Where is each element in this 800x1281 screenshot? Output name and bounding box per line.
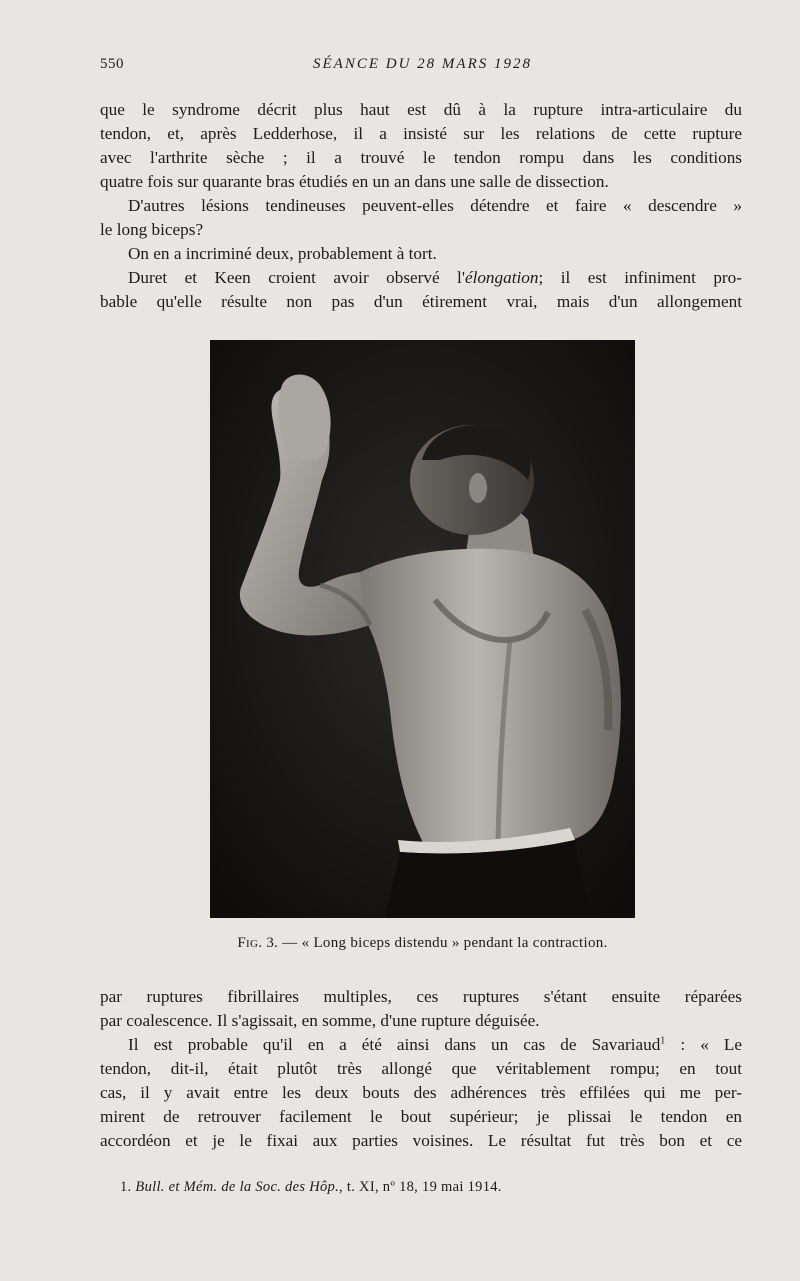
text-line [100, 266, 742, 290]
footnote-reference[interactable]: 1 [660, 1035, 666, 1047]
text-line: bable qu'elle résulte non pas d'un étirement vrai, mais d'un allongement [100, 292, 742, 311]
text-line: cas, il y avait entre les deux bouts des adhérences très effilées qui me per- [100, 1083, 742, 1102]
text-span: Il est probable qu'il en a été ainsi dans un cas de Savariaud [128, 1035, 661, 1054]
caption-text: — « Long biceps distendu » pendant la contraction. [278, 935, 608, 951]
footnote-number: 1. [120, 1179, 132, 1195]
text-span: ; il est infiniment pro- [538, 268, 742, 287]
ear [469, 473, 487, 503]
text-line: On en a incriminé deux, probablement à tort. [128, 244, 437, 263]
figure-caption [100, 935, 745, 952]
text-line: par ruptures fibrillaires multiples, ces ruptures s'étant ensuite réparées [100, 987, 742, 1006]
text-line: tendon, et, après Ledderhose, il a insisté sur les relations de cette rupture [100, 124, 742, 143]
text-line: D'autres lésions tendineuses peuvent-elles détendre et faire « descendre » [128, 196, 742, 215]
text-line: avec l'arthrite sèche ; il a trouvé le tendon rompu dans les conditions [100, 148, 742, 167]
text-span: : « Le [665, 1035, 742, 1054]
running-head: SÉANCE DU 28 MARS 1928 [313, 56, 532, 72]
text-line: que le syndrome décrit plus haut est dû à la rupture intra-articulaire du [100, 100, 742, 119]
footnote-source: Bull. et Mém. de la Soc. des Hôp. [135, 1179, 340, 1195]
text-line: le long biceps? [100, 220, 204, 239]
body-text-top [100, 98, 742, 314]
text-line: quatre fois sur quarante bras étudiés en un an dans une salle de dissection. [100, 172, 609, 191]
text-span: Duret et Keen croient avoir observé l' [128, 268, 465, 287]
page-header [100, 56, 745, 80]
footnote [120, 1179, 740, 1196]
text-line: mirent de retrouver facilement le bout supérieur; je plissai le tendon en [100, 1107, 742, 1126]
figure-photograph [210, 340, 635, 918]
figure-label: Fig. 3. [237, 935, 279, 951]
emphasis-word: élongation [464, 268, 539, 287]
text-line: par coalescence. Il s'agissait, en somme, d'une rupture déguisée. [100, 1011, 540, 1030]
body-text-bottom [100, 985, 742, 1153]
footnote-details: , t. XI, nº 18, 19 mai 1914. [339, 1179, 502, 1195]
text-line [100, 1033, 742, 1057]
photograph-image [210, 340, 635, 918]
text-line: accordéon et je le fixai aux parties voisines. Le résultat fut très bon et ce [100, 1131, 742, 1150]
page-number: 550 [100, 56, 124, 72]
text-line: tendon, dit-il, était plutôt très allongé que véritablement rompu; en tout [100, 1059, 742, 1078]
